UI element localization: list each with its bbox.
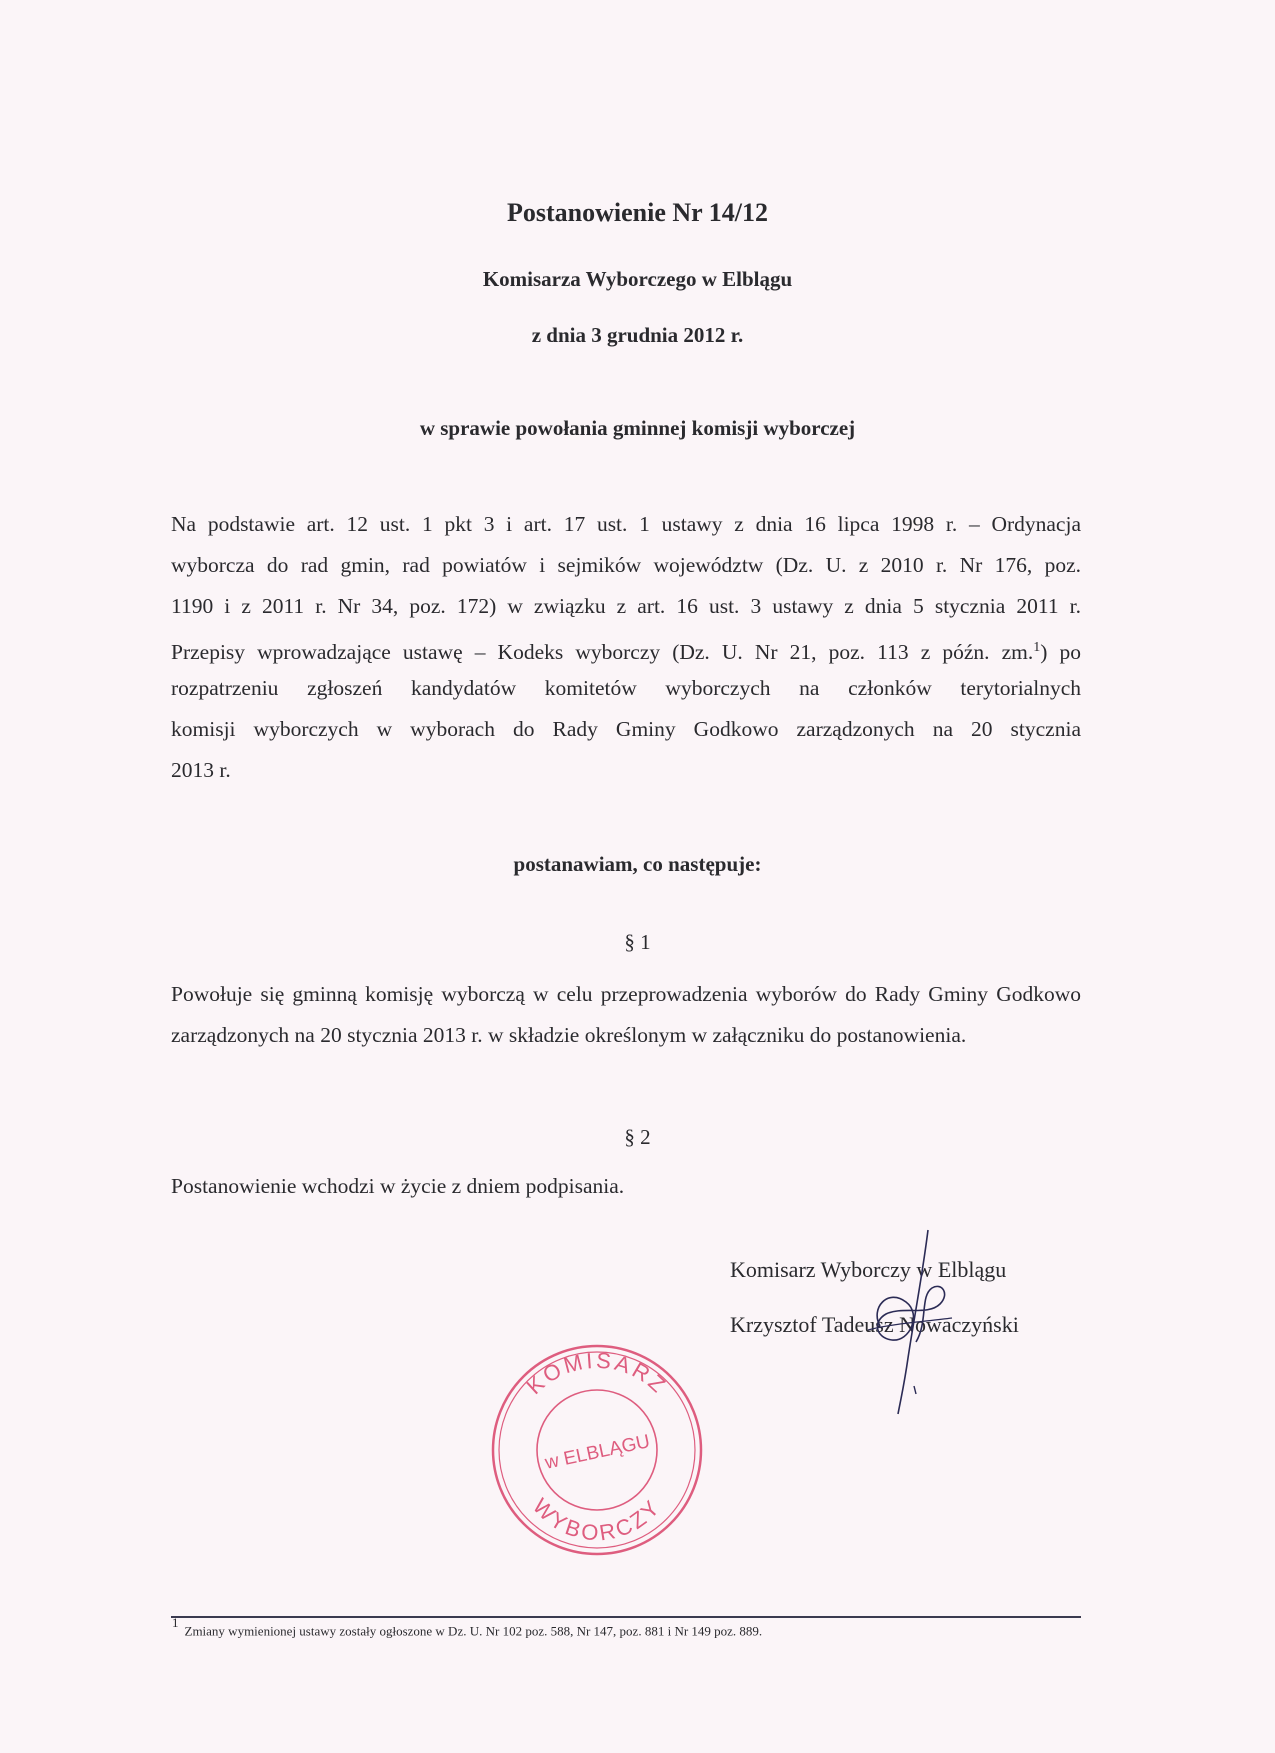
decision-heading: postanawiam, co następuje: [513, 852, 762, 876]
svg-text:WYBORCZY: WYBORCZY [527, 1493, 666, 1546]
section-1-text: Powołuje się gminną komisję wyborczą w celu przeprowadzenia wyborów do Rady Gminy Godkowo zarządzonych na 20 stycznia 2013 r. w składzie określonym w załączniku do postanowienia. [171, 982, 1081, 1047]
official-stamp [487, 1340, 707, 1560]
preamble-line: 2013 r. [171, 758, 231, 782]
preamble-line: wyborcza do rad gmin, rad powiatów i sejmików województw (Dz. U. z 2010 r. Nr 176, poz. [171, 553, 1081, 577]
signature-name: Krzysztof Tadeusz Nowaczyński [730, 1312, 1019, 1337]
footnote [172, 1615, 763, 1639]
document-title: Postanowienie Nr 14/12 [507, 198, 768, 227]
footnote-mark: 1 [172, 1615, 179, 1630]
svg-text:w ELBLĄGU: w ELBLĄGU [543, 1431, 652, 1474]
date-line: z dnia 3 grudnia 2012 r. [531, 323, 744, 347]
section-2-mark: § 2 [624, 1125, 651, 1149]
footnote-reference: 1 [1033, 640, 1041, 655]
handwritten-signature [810, 1218, 980, 1418]
preamble-line [171, 627, 1081, 673]
preamble-line: Na podstawie art. 12 ust. 1 pkt 3 i art. 17 ust. 1 ustawy z dnia 16 lipca 1998 r. – Ordynacja [171, 512, 1081, 536]
subject-line: w sprawie powołania gminnej komisji wyborczej [419, 416, 856, 440]
section-2-text: Postanowienie wchodzi w życie z dniem podpisania. [171, 1174, 625, 1198]
preamble-line: 1190 i z 2011 r. Nr 34, poz. 172) w związku z art. 16 ust. 3 ustawy z dnia 5 stycznia 2011 r. [171, 594, 1081, 618]
preamble-line-text: Przepisy wprowadzające ustawę – Kodeks wyborczy (Dz. U. Nr 21, poz. 113 z późn. zm. [171, 640, 1034, 665]
section-1-mark: § 1 [624, 930, 651, 954]
svg-text:KOMISARZ: KOMISARZ [521, 1347, 673, 1400]
issuer-line: Komisarza Wyborczego w Elblągu [482, 267, 793, 291]
preamble-line-text-end: ) po [1040, 640, 1081, 665]
preamble-line: rozpatrzeniu zgłoszeń kandydatów komitetów wyborczych na członków terytorialnych [171, 676, 1081, 700]
signature-title: Komisarz Wyborczy w Elblągu [730, 1257, 1007, 1282]
footnote-text: Zmiany wymienionej ustawy zostały ogłoszone w Dz. U. Nr 102 poz. 588, Nr 147, poz. 881 i Nr 149 poz. 889. [184, 1623, 763, 1639]
preamble-line: komisji wyborczych w wyborach do Rady Gminy Godkowo zarządzonych na 20 stycznia [171, 717, 1081, 741]
